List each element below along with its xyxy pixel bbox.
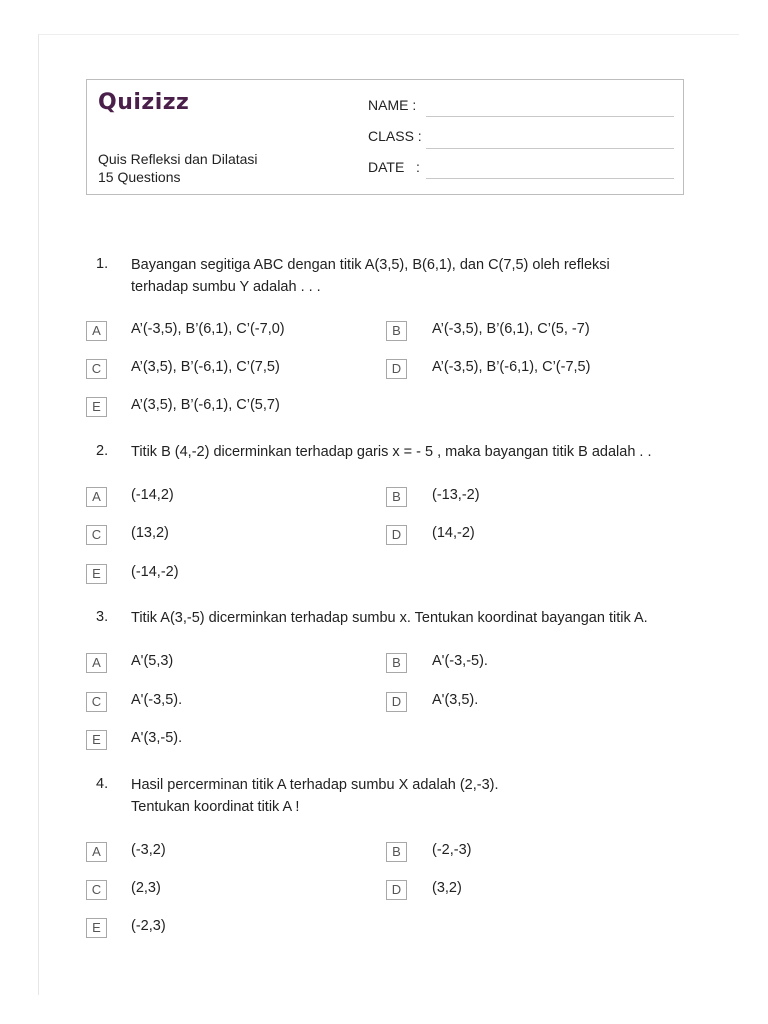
option-c-text: A’(3,5), B’(-6,1), C’(7,5) [131, 359, 280, 375]
question-count: 15 Questions [98, 169, 181, 185]
option-b-text: A’(-3,5), B’(6,1), C’(5, -7) [432, 321, 590, 337]
option-a-text: (-3,2) [131, 842, 166, 858]
question-number: 1. [96, 256, 109, 272]
question-number: 2. [96, 443, 109, 459]
option-e-box[interactable]: E [86, 730, 107, 750]
option-c-box[interactable]: C [86, 692, 107, 712]
worksheet-header [86, 79, 684, 195]
option-a-text: A'(5,3) [131, 653, 174, 669]
option-c-text: A'(-3,5). [131, 692, 183, 708]
option-d-box[interactable]: D [386, 359, 407, 379]
date-label: DATE : [368, 159, 420, 175]
option-a-box[interactable]: A [86, 842, 107, 862]
option-e-box[interactable]: E [86, 564, 107, 584]
option-b-box[interactable]: B [386, 321, 407, 341]
option-b-box[interactable]: B [386, 653, 407, 673]
question-text: Titik B (4,-2) dicerminkan terhadap garis x = - 5 , maka bayangan titik B adalah . . [131, 444, 652, 460]
option-e-text: A’(3,5), B’(-6,1), C’(5,7) [131, 397, 280, 413]
name-label: NAME : [368, 97, 417, 113]
question-text-line-2: Tentukan koordinat titik A ! [131, 799, 300, 815]
question-text-line-1: Hasil percerminan titik A terhadap sumbu X adalah (2,-3). [131, 777, 499, 793]
question-text: Titik A(3,-5) dicerminkan terhadap sumbu x. Tentukan koordinat bayangan titik A. [131, 610, 648, 626]
question-number: 3. [96, 609, 109, 625]
option-e-box[interactable]: E [86, 918, 107, 938]
option-a-text: A’(-3,5), B’(6,1), C’(-7,0) [131, 321, 285, 337]
option-d-box[interactable]: D [386, 880, 407, 900]
option-b-box[interactable]: B [386, 842, 407, 862]
option-e-text: (-2,3) [131, 918, 166, 934]
option-b-text: (-2,-3) [432, 842, 472, 858]
question-text: Bayangan segitiga ABC dengan titik A(3,5), B(6,1), dan C(7,5) oleh refleksi terhadap sumbu Y adalah . . . [131, 257, 610, 295]
option-d-text: A'(3,5). [432, 692, 479, 708]
option-d-text: (3,2) [432, 880, 462, 896]
class-label: CLASS : [368, 128, 422, 144]
option-c-text: (13,2) [131, 525, 169, 541]
quiz-title: Quis Refleksi dan Dilatasi [98, 151, 258, 167]
option-b-text: (-13,-2) [432, 487, 480, 503]
question-number: 4. [96, 776, 109, 792]
option-d-box[interactable]: D [386, 525, 407, 545]
class-field[interactable] [426, 148, 674, 149]
option-d-text: (14,-2) [432, 525, 475, 541]
option-a-box[interactable]: A [86, 653, 107, 673]
option-d-text: A’(-3,5), B’(-6,1), C’(-7,5) [432, 359, 591, 375]
option-b-text: A'(-3,-5). [432, 653, 488, 669]
option-a-box[interactable]: A [86, 487, 107, 507]
name-field[interactable] [426, 116, 674, 117]
option-b-box[interactable]: B [386, 487, 407, 507]
option-e-text: A'(3,-5). [131, 730, 183, 746]
option-c-box[interactable]: C [86, 359, 107, 379]
quizizz-logo: Quizizz [98, 90, 190, 115]
option-d-box[interactable]: D [386, 692, 407, 712]
option-a-text: (-14,2) [131, 487, 174, 503]
option-a-box[interactable]: A [86, 321, 107, 341]
option-e-box[interactable]: E [86, 397, 107, 417]
date-field[interactable] [426, 178, 674, 179]
option-c-box[interactable]: C [86, 525, 107, 545]
option-c-box[interactable]: C [86, 880, 107, 900]
option-c-text: (2,3) [131, 880, 161, 896]
option-e-text: (-14,-2) [131, 564, 179, 580]
